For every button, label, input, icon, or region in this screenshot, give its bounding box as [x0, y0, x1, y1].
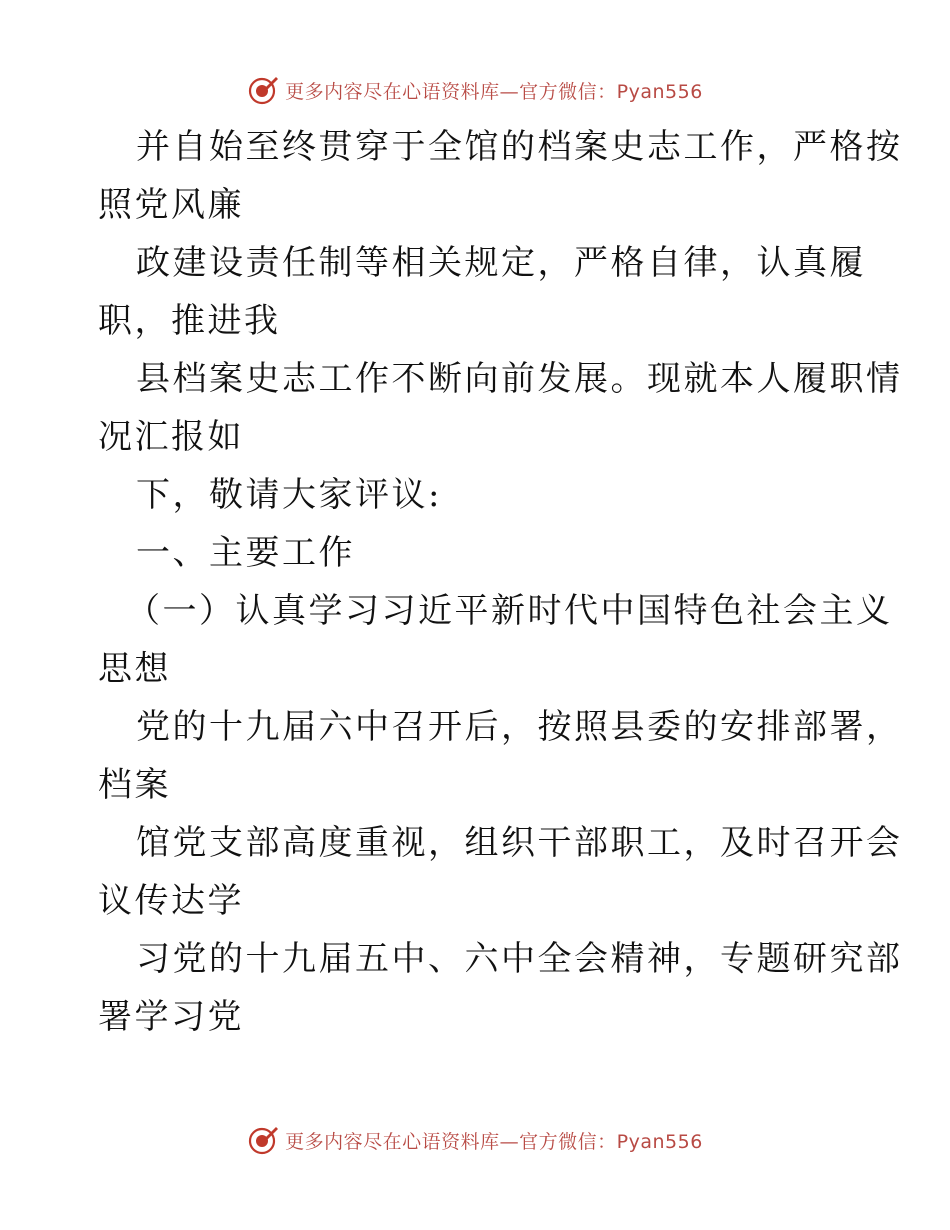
paragraph-line: 思想	[98, 649, 171, 689]
pen-logo-icon	[247, 1124, 279, 1156]
paragraph-line: 照党风廉	[98, 185, 244, 225]
paragraph-line: 职，推进我	[98, 301, 281, 341]
document-body	[98, 118, 903, 1046]
paragraph-line: 习党的十九届五中、六中全会精神，专题研究部	[136, 939, 903, 979]
paragraph-line: 县档案史志工作不断向前发展。现就本人履职情	[136, 359, 903, 399]
footer-watermark	[0, 1122, 950, 1158]
paragraph-line: 况汇报如	[98, 417, 244, 457]
section-heading: 一、主要工作	[136, 533, 355, 573]
pen-logo-icon	[247, 74, 279, 106]
paragraph-line: 馆党支部高度重视，组织干部职工，及时召开会	[136, 823, 903, 863]
paragraph-line: 并自始至终贯穿于全馆的档案史志工作，严格按	[136, 127, 903, 167]
paragraph-line: 下，敬请大家评议:	[136, 475, 442, 515]
paragraph-line: 署学习党	[98, 997, 244, 1037]
paragraph-line: 政建设责任制等相关规定，严格自律，认真履	[136, 243, 866, 283]
paragraph-line: 议传达学	[98, 881, 244, 921]
paragraph-line: 党的十九届六中召开后，按照县委的安排部署，	[136, 707, 903, 747]
watermark-text: 更多内容尽在心语资料库—官方微信：Pyan556	[285, 1130, 703, 1153]
subsection-heading: （一）认真学习习近平新时代中国特色社会主义	[126, 591, 893, 631]
paragraph-line: 档案	[98, 765, 171, 805]
header-watermark	[0, 72, 950, 108]
watermark-text: 更多内容尽在心语资料库—官方微信：Pyan556	[285, 80, 703, 103]
